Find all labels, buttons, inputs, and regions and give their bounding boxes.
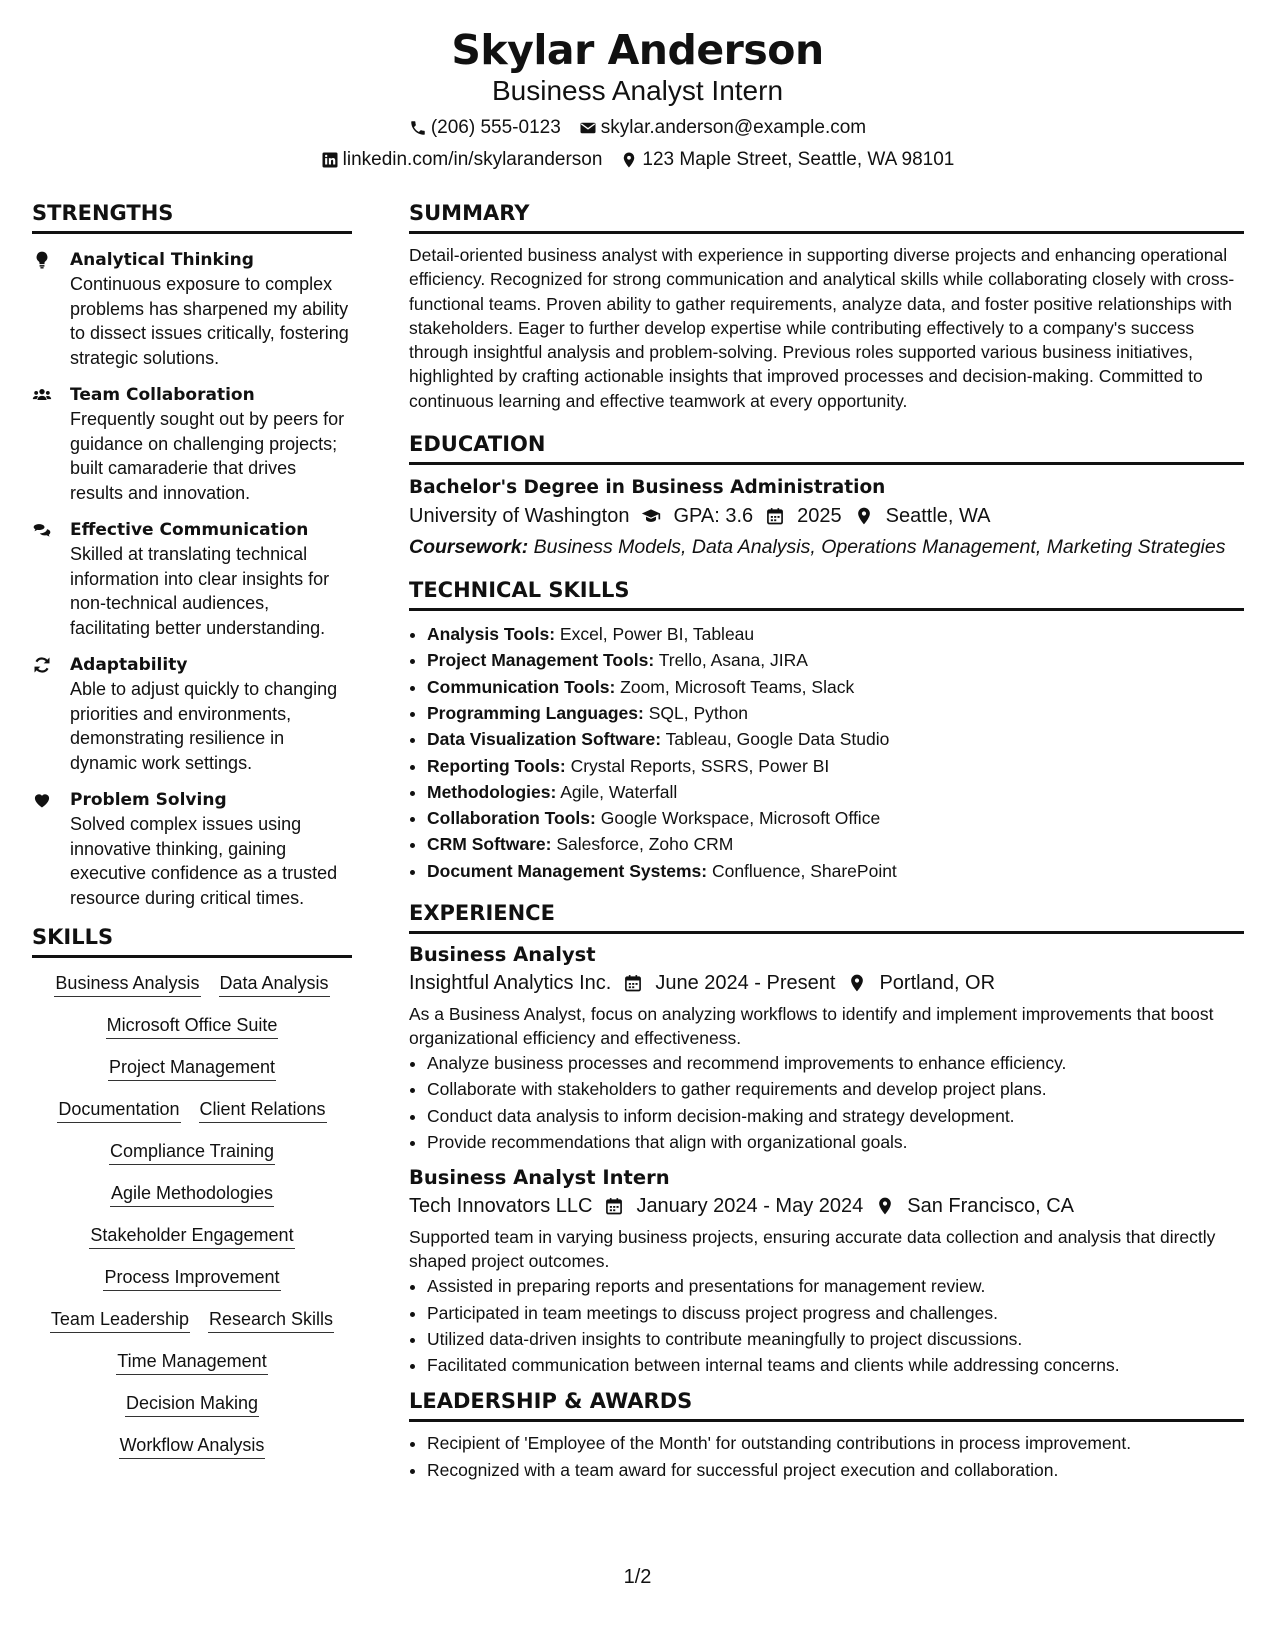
summary-heading: SUMMARY: [409, 200, 1244, 234]
gpa-text: GPA: 3.6: [673, 505, 754, 528]
list-item: [427, 805, 1244, 831]
job-dates: January 2024 - May 2024: [636, 1195, 864, 1218]
users-icon: [32, 385, 52, 405]
list-item: • Utilized data-driven insights to contribute meaningfully to project discussions.: [427, 1326, 1244, 1352]
skills-section: [32, 924, 352, 1459]
skill-tag: Agile Methodologies: [110, 1182, 274, 1207]
job-title: Business Analyst: [409, 943, 596, 967]
skill-tag: Business Analysis: [54, 972, 200, 997]
contact-row-1: [0, 116, 1275, 140]
tech-skill-value: Google Workspace, Microsoft Office: [600, 808, 881, 829]
skill-tag: Process Improvement: [103, 1266, 280, 1291]
school-name: University of Washington: [409, 505, 630, 528]
map-pin-icon: [854, 506, 874, 526]
company-name: Insightful Analytics Inc.: [409, 972, 612, 995]
linkedin-contact[interactable]: [321, 148, 603, 172]
education-heading: EDUCATION: [409, 431, 1244, 465]
tech-skill-value: Confluence, SharePoint: [711, 860, 897, 881]
phone-text: (206) 555-0123: [430, 117, 561, 138]
list-item: [427, 700, 1244, 726]
job-dates: June 2024 - Present: [655, 972, 836, 995]
skill-tag: Research Skills: [208, 1308, 334, 1333]
strength-desc: Continuous exposure to complex problems has sharpened my ability to dissect issues critically, fostering strategic solutions.: [70, 274, 349, 368]
coursework-label: Coursework:: [409, 536, 529, 559]
map-pin-icon: [875, 1196, 895, 1216]
list-item: [427, 831, 1244, 857]
tech-skill-label: Document Management Systems:: [427, 860, 708, 881]
tech-skill-label: Data Visualization Software:: [427, 729, 662, 750]
skill-tag: Stakeholder Engagement: [89, 1224, 294, 1249]
address-contact: [620, 148, 954, 172]
education-meta: [409, 501, 1244, 531]
skill-list: [32, 972, 352, 1459]
company-name: Tech Innovators LLC: [409, 1195, 593, 1218]
tech-skill-label: Reporting Tools:: [427, 755, 566, 776]
skill-tag: Workflow Analysis: [119, 1434, 266, 1459]
tech-skill-label: Collaboration Tools:: [427, 808, 596, 829]
resume-header: [0, 24, 1275, 172]
email-contact[interactable]: [579, 116, 866, 140]
contact-row-2: [0, 148, 1275, 172]
job-description: Supported team in varying business projects, ensuring accurate data collection and analysis that directly shaped project outcomes.: [409, 1227, 1216, 1272]
strength-title: Team Collaboration: [70, 385, 255, 405]
right-column: [409, 200, 1244, 1483]
linkedin-icon: [321, 151, 339, 169]
tech-skill-label: Programming Languages:: [427, 702, 644, 723]
linkedin-text[interactable]: linkedin.com/in/skylaranderson: [342, 149, 603, 170]
job-entry: [409, 942, 1244, 1155]
strength-desc: Skilled at translating technical information into clear insights for non-technical audiences, facilitating better understanding.: [70, 544, 330, 638]
strength-desc: Frequently sought out by peers for guidance on challenging projects; built camaraderie that drives results and innovation.: [70, 409, 345, 503]
tech-skill-label: CRM Software:: [427, 834, 552, 855]
leadership-heading: LEADERSHIP & AWARDS: [409, 1388, 1244, 1422]
list-item: [427, 647, 1244, 673]
map-pin-icon: [620, 151, 638, 169]
list-item: [427, 726, 1244, 752]
skill-tag: Microsoft Office Suite: [106, 1014, 279, 1039]
list-item: [427, 753, 1244, 779]
tech-skill-value: Crystal Reports, SSRS, Power BI: [570, 755, 830, 776]
coursework-text: Business Models, Data Analysis, Operations Management, Marketing Strategies: [533, 536, 1226, 559]
job-entry: [409, 1165, 1244, 1378]
coursework: [409, 535, 1244, 559]
skill-tag: Time Management: [116, 1350, 267, 1375]
technical-skills-list: [409, 621, 1244, 884]
strengths-heading: STRENGTHS: [32, 200, 352, 234]
list-item: • Assisted in preparing reports and presentations for management review.: [427, 1273, 1244, 1299]
calendar-icon: [604, 1196, 624, 1216]
strength-title: Problem Solving: [70, 790, 227, 810]
technical-skills-heading: TECHNICAL SKILLS: [409, 577, 1244, 611]
graduation-cap-icon: [641, 506, 661, 526]
list-item: [427, 674, 1244, 700]
phone-contact: [409, 116, 561, 140]
skill-tag: Team Leadership: [50, 1308, 190, 1333]
strength-title: Analytical Thinking: [70, 250, 254, 270]
graduation-year: 2025: [797, 505, 842, 528]
strength-item: [32, 383, 352, 505]
map-pin-icon: [847, 973, 867, 993]
job-meta: [409, 1191, 1244, 1221]
tech-skill-value: Tableau, Google Data Studio: [665, 729, 890, 750]
lightbulb-icon: [32, 250, 52, 270]
skill-tag: Decision Making: [125, 1392, 259, 1417]
strength-item: [32, 518, 352, 640]
list-item: • Collaborate with stakeholders to gather requirements and develop project plans.: [427, 1076, 1244, 1102]
tech-skill-label: Analysis Tools:: [427, 624, 556, 645]
strength-item: [32, 248, 352, 370]
email-text[interactable]: skylar.anderson@example.com: [600, 117, 867, 138]
strength-title: Adaptability: [70, 655, 188, 675]
skill-tag: Documentation: [57, 1098, 180, 1123]
comments-icon: [32, 520, 52, 540]
page-number: 1/2: [623, 1566, 652, 1588]
left-column: [32, 200, 352, 1476]
skill-tag: Data Analysis: [219, 972, 330, 997]
tech-skill-value: Trello, Asana, JIRA: [658, 650, 808, 671]
summary-text: Detail-oriented business analyst with experience in supporting diverse projects and enhancing operational efficiency. Recognized for strong communication and analytical skills while collaborating closely with cross-functional teams. Proven ability to gather requirements, analyze data, and foster positive relationships with stakeholders. Eager to further develop expertise while contributing effectively to a company's success through insightful analysis and problem-solving. Previous roles supported various business initiatives, highlighted by crafting actionable insights that improved processes and decision-making. Committed to continuous learning and effective teamwork at every opportunity.: [409, 245, 1235, 411]
job-title: Business Analyst Intern: [409, 1166, 670, 1190]
tech-skill-value: SQL, Python: [648, 702, 748, 723]
skill-tag: Compliance Training: [109, 1140, 275, 1165]
list-item: [427, 858, 1244, 884]
candidate-title: Business Analyst Intern: [491, 75, 784, 106]
job-location: San Francisco, CA: [907, 1195, 1074, 1218]
list-item: • Analyze business processes and recommend improvements to enhance efficiency.: [427, 1050, 1244, 1076]
list-item: • Facilitated communication between internal teams and clients while addressing concerns.: [427, 1352, 1244, 1378]
tech-skill-label: Project Management Tools:: [427, 650, 655, 671]
strength-item: [32, 788, 352, 910]
sync-icon: [32, 655, 52, 675]
tech-skill-label: Communication Tools:: [427, 676, 616, 697]
job-bullets: [409, 1050, 1244, 1155]
list-item: • Participated in team meetings to discuss project progress and challenges.: [427, 1300, 1244, 1326]
strength-item: [32, 653, 352, 775]
strength-title: Effective Communication: [70, 520, 309, 540]
list-item: • Provide recommendations that align with organizational goals.: [427, 1129, 1244, 1155]
candidate-name: Skylar Anderson: [451, 26, 824, 74]
calendar-icon: [765, 506, 785, 526]
skills-heading: SKILLS: [32, 924, 352, 958]
degree-title: Bachelor's Degree in Business Administration: [409, 477, 886, 499]
address-text: 123 Maple Street, Seattle, WA 98101: [642, 149, 955, 170]
school-location: Seattle, WA: [885, 505, 991, 528]
list-item: • Recognized with a team award for successful project execution and collaboration.: [427, 1457, 1244, 1483]
tech-skill-value: Excel, Power BI, Tableau: [559, 624, 755, 645]
tech-skill-value: Zoom, Microsoft Teams, Slack: [620, 676, 855, 697]
job-description: As a Business Analyst, focus on analyzing workflows to identify and implement improvements that boost organizational efficiency and effectiveness.: [409, 1004, 1214, 1049]
strength-desc: Solved complex issues using innovative thinking, gaining executive confidence as a trusted resource during critical times.: [70, 814, 338, 908]
envelope-icon: [579, 119, 597, 137]
phone-icon: [409, 119, 427, 137]
skill-tag: Project Management: [108, 1056, 276, 1081]
heart-icon: [32, 790, 52, 810]
list-item: • Recipient of 'Employee of the Month' for outstanding contributions in process improvement.: [427, 1430, 1244, 1456]
experience-heading: EXPERIENCE: [409, 900, 1244, 934]
strength-desc: Able to adjust quickly to changing priorities and environments, demonstrating resilience in dynamic work settings.: [70, 679, 338, 773]
leadership-list: [409, 1430, 1244, 1483]
list-item: [427, 621, 1244, 647]
tech-skill-label: Methodologies:: [427, 781, 557, 802]
list-item: • Conduct data analysis to inform decision-making and strategy development.: [427, 1103, 1244, 1129]
list-item: [427, 779, 1244, 805]
job-meta: [409, 968, 1244, 998]
skill-tag: Client Relations: [199, 1098, 327, 1123]
job-location: Portland, OR: [879, 972, 996, 995]
job-bullets: [409, 1273, 1244, 1378]
tech-skill-value: Agile, Waterfall: [560, 781, 678, 802]
calendar-icon: [623, 973, 643, 993]
tech-skill-value: Salesforce, Zoho CRM: [556, 834, 734, 855]
